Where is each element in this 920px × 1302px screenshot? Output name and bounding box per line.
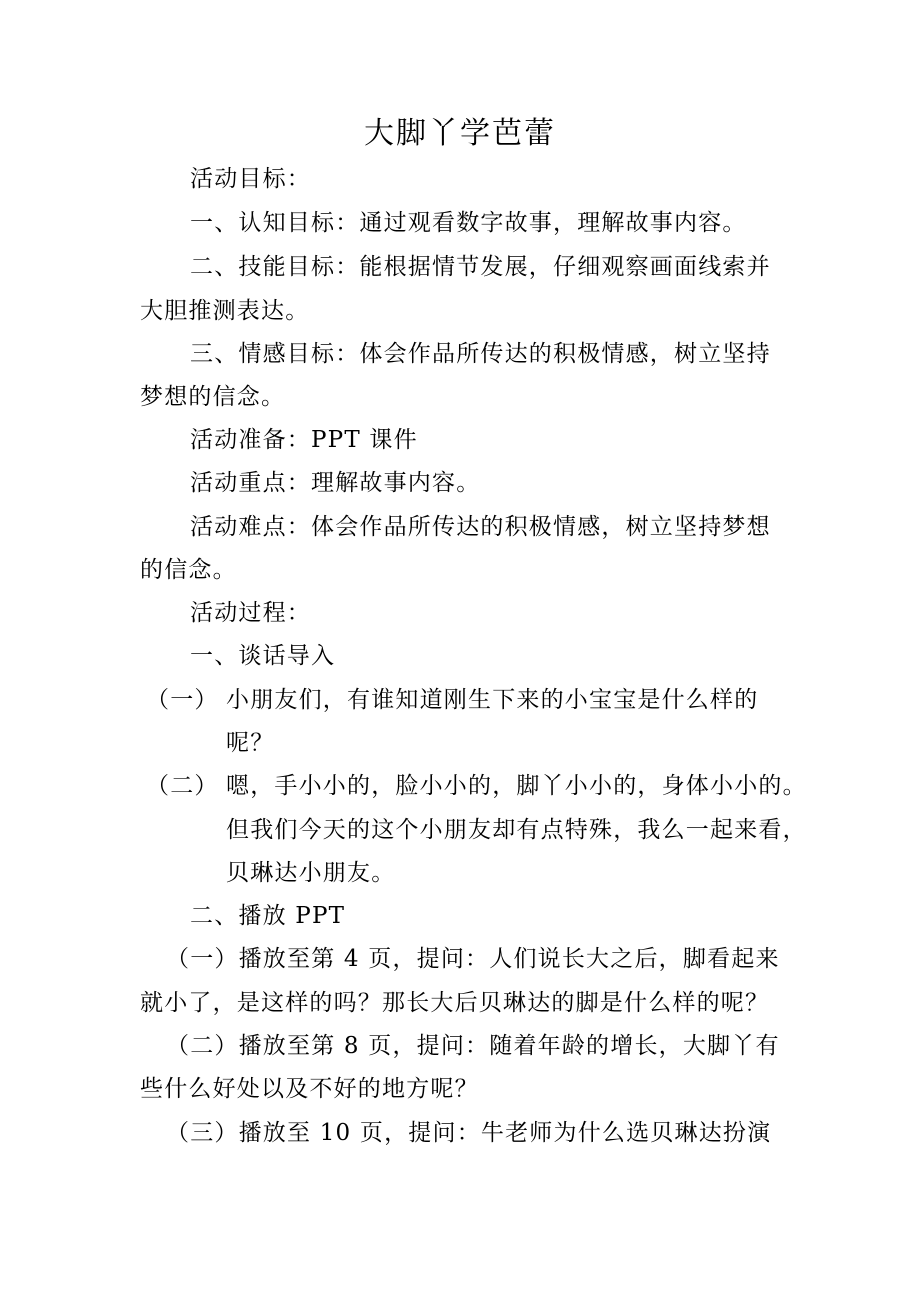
paragraph-line: 大胆推测表达。 — [140, 298, 310, 324]
paragraph-line: 梦想的信念。 — [140, 384, 286, 410]
paragraph-line: 三、情感目标：体会作品所传达的积极情感，树立坚持 — [190, 341, 771, 367]
paragraph-line: 小朋友们，有谁知道刚生下来的小宝宝是什么样的 — [226, 687, 759, 713]
list-number: （二） — [146, 773, 219, 799]
paragraph-line: 一、谈话导入 — [190, 643, 336, 669]
paragraph-line: 二、技能目标：能根据情节发展，仔细观察画面线索并 — [190, 254, 771, 280]
paragraph-line: 活动过程： — [190, 600, 311, 626]
paragraph-line: 活动目标： — [190, 166, 311, 192]
paragraph-line: （二）播放至第 8 页，提问：随着年龄的增长，大脚丫有 — [166, 1033, 780, 1059]
paragraph-line: 活动准备：PPT 课件 — [190, 427, 418, 453]
list-number: （一） — [146, 687, 219, 713]
paragraph-line: 二、播放 PPT — [190, 903, 346, 929]
document-title: 大脚丫学芭蕾 — [364, 116, 556, 151]
paragraph-line: （一）播放至第 4 页，提问：人们说长大之后，脚看起来 — [166, 946, 780, 972]
paragraph-line: 活动难点：体会作品所传达的积极情感，树立坚持梦想 — [190, 514, 771, 540]
paragraph-line: 呢？ — [226, 730, 275, 756]
paragraph-line: 些什么好处以及不好的地方呢？ — [140, 1076, 479, 1102]
paragraph-line: 活动重点：理解故事内容。 — [190, 470, 481, 496]
paragraph-line: 就小了，是这样的吗？那长大后贝琳达的脚是什么样的呢？ — [140, 990, 770, 1016]
paragraph-line: 嗯，手小小的，脸小小的，脚丫小小的，身体小小的。 — [226, 773, 807, 799]
paragraph-line: 但我们今天的这个小朋友却有点特殊，我么一起来看， — [226, 817, 807, 843]
paragraph-line: 的信念。 — [140, 557, 237, 583]
paragraph-line: 一、认知目标：通过观看数字故事，理解故事内容。 — [190, 210, 747, 236]
paragraph-line: 贝琳达小朋友。 — [226, 860, 396, 886]
paragraph-line: （三）播放至 10 页，提问：牛老师为什么选贝琳达扮演 — [166, 1120, 772, 1146]
